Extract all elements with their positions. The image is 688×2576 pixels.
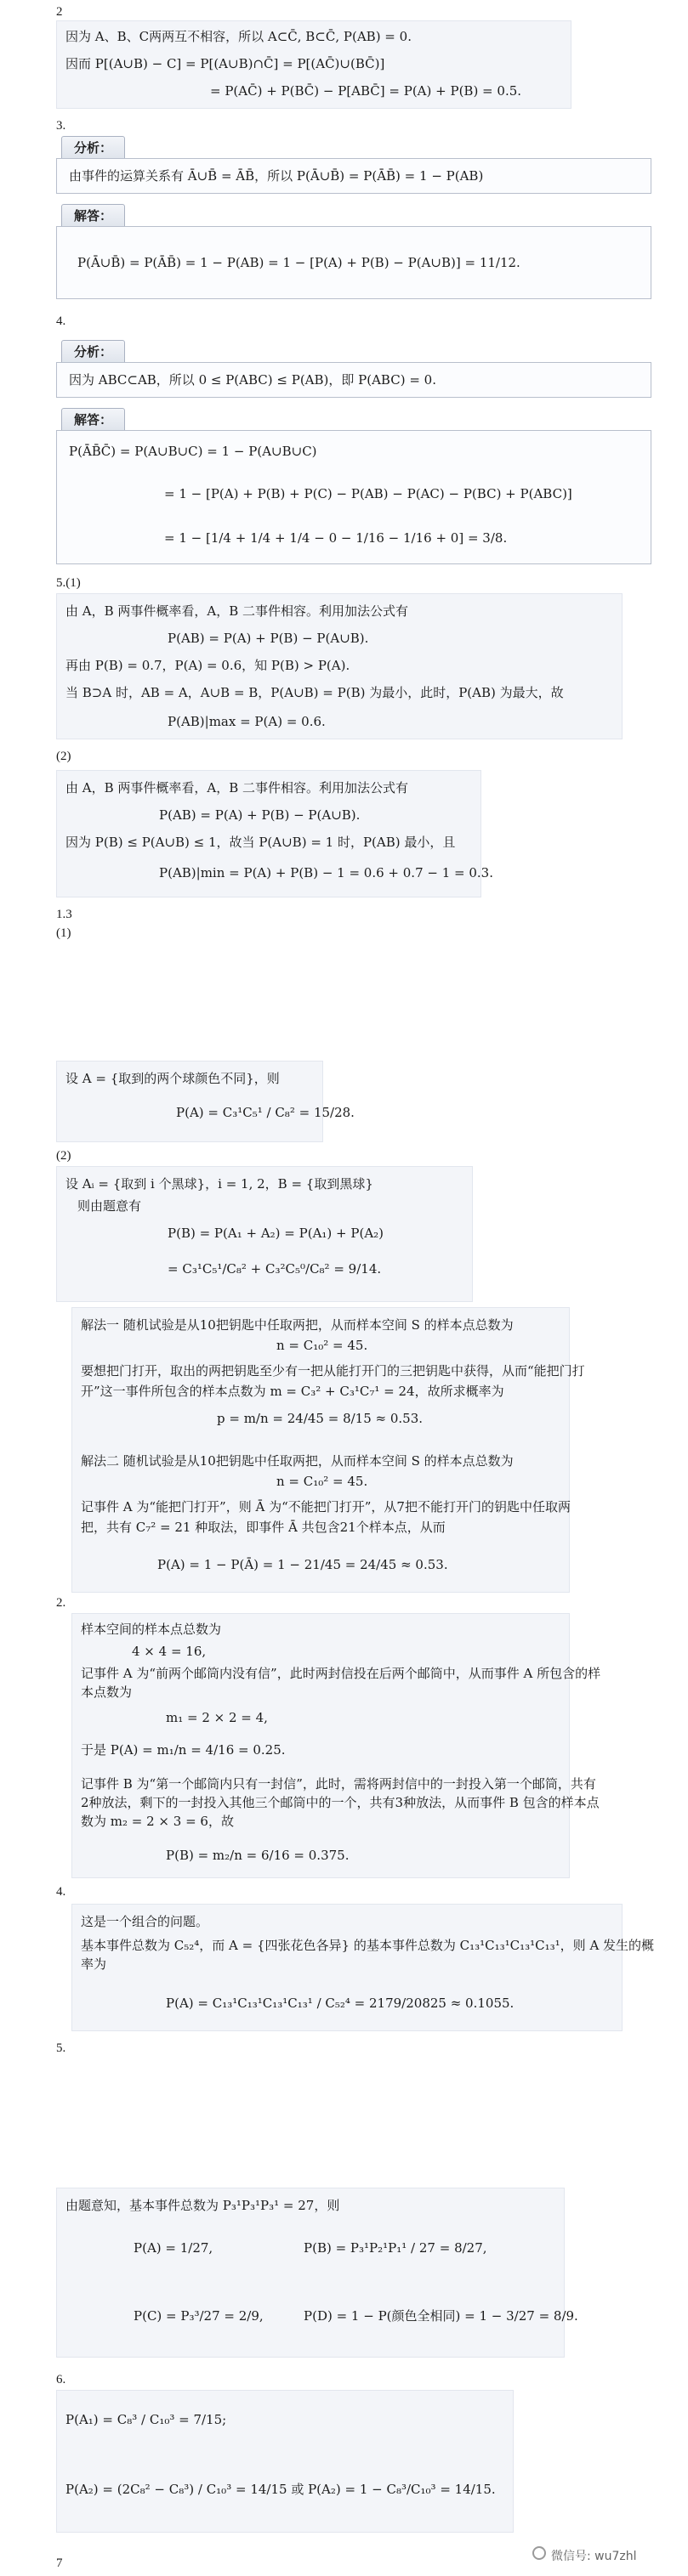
text-line: 样本空间的样本点总数为 bbox=[81, 1622, 222, 1637]
text-line: P(A) = 1/27, bbox=[134, 2240, 213, 2256]
text-line: n = C₁₀² = 45. bbox=[276, 1474, 368, 1489]
text-line: 开”这一事件所包含的样本点数为 m = C₃² + C₃¹C₇¹ = 24，故所求概率为 bbox=[81, 1384, 504, 1399]
text-line: 设 A = {取到的两个球颜色不同}，则 bbox=[65, 1071, 280, 1086]
text-line: 这是一个组合的问题。 bbox=[81, 1914, 209, 1929]
text-line: n = C₁₀² = 45. bbox=[276, 1338, 368, 1353]
item-number: 6. bbox=[56, 2373, 66, 2386]
text-line: P(B) = P(A₁ + A₂) = P(A₁) + P(A₂) bbox=[168, 1226, 384, 1241]
text-line: 因为 A、B、C两两互不相容，所以 A⊂C̄, B⊂C̄, P(AB) = 0. bbox=[65, 29, 412, 44]
sub-number: (2) bbox=[56, 750, 71, 763]
watermark: 微信号: wu7zhl bbox=[551, 2550, 637, 2563]
text-line: P(A₁) = C₈³ / C₁₀³ = 7/15; bbox=[65, 2412, 227, 2427]
text-line: P(B) = m₂/n = 6/16 = 0.375. bbox=[166, 1848, 350, 1863]
text-line: 数为 m₂ = 2 × 3 = 6，故 bbox=[81, 1814, 234, 1829]
text-line: P(ĀB̄C̄) = P(A∪B∪C) = 1 − P(A∪B∪C) bbox=[69, 444, 317, 459]
text-line: 解法二 随机试验是从10把钥匙中任取两把，从而样本空间 S 的样本点总数为 bbox=[81, 1453, 514, 1469]
item-number: 7 bbox=[56, 2556, 63, 2570]
text-line: 把，共有 C₇² = 21 种取法，即事件 Ā 共包含21个样本点，从而 bbox=[81, 1520, 446, 1535]
text-line: P(AB)|max = P(A) = 0.6. bbox=[168, 714, 326, 729]
text-line: p = m/n = 24/45 = 8/15 ≈ 0.53. bbox=[217, 1411, 424, 1426]
text-line: 基本事件总数为 C₅₂⁴，而 A = {四张花色各异} 的基本事件总数为 C₁₃¹C₁₃¹C₁₃¹C₁₃¹，则 A 发生的概 bbox=[81, 1938, 655, 1953]
item-number: 5. bbox=[56, 2041, 66, 2055]
text-line: 则由题意有 bbox=[77, 1198, 142, 1214]
text-line: = 1 − [1/4 + 1/4 + 1/4 − 0 − 1/16 − 1/16 + 0] = 3/8. bbox=[164, 530, 508, 546]
text-line: 因为 P(B) ≤ P(A∪B) ≤ 1，故当 P(A∪B) = 1 时，P(AB) 最小，且 bbox=[65, 835, 456, 850]
item-number: 5.(1) bbox=[56, 576, 81, 590]
text-line: P(B) = P₃¹P₂¹P₁¹ / 27 = 8/27, bbox=[304, 2240, 487, 2256]
sub-number: (1) bbox=[56, 926, 71, 940]
text-line: 要想把门打开，取出的两把钥匙至少有一把从能打开门的三把钥匙中获得，从而“能把门打 bbox=[81, 1363, 585, 1379]
item-number: 2 bbox=[56, 5, 63, 19]
text-line: 由 A，B 两事件概率看，A，B 二事件相容。利用加法公式有 bbox=[65, 780, 409, 795]
solution-panel bbox=[56, 430, 651, 564]
text-line: 4 × 4 = 16, bbox=[132, 1644, 207, 1659]
text-line: P(D) = 1 − P(颜色全相同) = 1 − 3/27 = 8/9. bbox=[304, 2308, 578, 2324]
text-line: P(A) = 1 − P(Ā) = 1 − 21/45 = 24/45 ≈ 0.53. bbox=[157, 1557, 448, 1572]
answer-box bbox=[71, 1613, 601, 1878]
answer-box bbox=[56, 1166, 473, 1302]
text-line: = P(AC̄) + P(BC̄) − P[ABC̄] = P(A) + P(B) = 0.5. bbox=[210, 83, 522, 99]
analysis-tab: 分析： bbox=[61, 136, 125, 160]
analysis-tab: 分析： bbox=[61, 340, 125, 364]
solution-tab: 解答： bbox=[61, 408, 125, 432]
text-line: 解法一 随机试验是从10把钥匙中任取两把，从而样本空间 S 的样本点总数为 bbox=[81, 1317, 514, 1333]
text-line: P(A) = C₁₃¹C₁₃¹C₁₃¹C₁₃¹ / C₅₂⁴ = 2179/20825 ≈ 0.1055. bbox=[166, 1996, 515, 2011]
text-line: 2种放法，剩下的一封投入其他三个邮筒中的一个，共有3种放法，从而事件 B 包含的样本点 bbox=[81, 1795, 600, 1810]
text-line: 记事件 B 为“第一个邮筒内只有一封信”，此时，需将两封信中的一封投入第一个邮筒，共有 bbox=[81, 1776, 596, 1792]
text-line: 由事件的运算关系有 Ā∪B̄ = ĀB̄，所以 P(Ā∪B̄) = P(ĀB̄) = 1 − P(AB) bbox=[69, 168, 484, 184]
text-line: 由题意知，基本事件总数为 P₃¹P₃¹P₃¹ = 27，则 bbox=[65, 2198, 340, 2213]
text-line: 当 B⊃A 时，AB = A，A∪B = B，P(A∪B) = P(B) 为最小，此时，P(AB) 为最大，故 bbox=[65, 685, 564, 700]
text-line: = C₃¹C₅¹/C₈² + C₃²C₅⁰/C₈² = 9/14. bbox=[168, 1261, 382, 1277]
answer-box bbox=[56, 1061, 355, 1142]
item-number: 1.3 bbox=[56, 908, 72, 921]
item-number: 4. bbox=[56, 314, 66, 328]
text-line: 率为 bbox=[81, 1956, 107, 1972]
analysis-panel bbox=[56, 158, 651, 194]
item-number: 4. bbox=[56, 1885, 66, 1899]
answer-box bbox=[56, 593, 623, 739]
answer-box bbox=[71, 1307, 585, 1593]
analysis-panel bbox=[56, 362, 651, 398]
wechat-icon bbox=[532, 2546, 546, 2560]
text-line: 本点数为 bbox=[81, 1684, 133, 1700]
text-line: P(C) = P₃³/27 = 2/9, bbox=[134, 2308, 264, 2324]
text-line: 因而 P[(A∪B) − C] = P[(A∪B)∩C̄] = P[(AC̄)∪(BC̄)] bbox=[65, 56, 385, 71]
item-number: 3. bbox=[56, 119, 66, 133]
text-line: 记事件 A 为“能把门打开”，则 Ā 为“不能把门打开”，从7把不能打开门的钥匙中任取两 bbox=[81, 1499, 571, 1514]
text-line: P(AB) = P(A) + P(B) − P(A∪B). bbox=[168, 631, 369, 646]
answer-box bbox=[56, 2188, 578, 2358]
text-line: 再由 P(B) = 0.7，P(A) = 0.6，知 P(B) > P(A). bbox=[65, 658, 350, 673]
text-line: P(AB) = P(A) + P(B) − P(A∪B). bbox=[159, 807, 361, 823]
answer-box bbox=[56, 770, 493, 897]
text-line: 记事件 A 为“前两个邮筒内没有信”，此时两封信投在后两个邮筒中，从而事件 A 所包含的样 bbox=[81, 1666, 601, 1681]
answer-box bbox=[56, 20, 571, 109]
text-line: 由 A，B 两事件概率看，A，B 二事件相容。利用加法公式有 bbox=[65, 603, 409, 619]
text-line: P(Ā∪B̄) = P(ĀB̄) = 1 − P(AB) = 1 − [P(A) + P(B) − P(A∪B)] = 11/12. bbox=[77, 255, 520, 270]
text-line: m₁ = 2 × 2 = 4, bbox=[166, 1710, 268, 1725]
answer-box bbox=[71, 1904, 655, 2031]
text-line: P(AB)|min = P(A) + P(B) − 1 = 0.6 + 0.7 − 1 = 0.3. bbox=[159, 865, 493, 880]
answer-box bbox=[56, 2390, 514, 2533]
text-line: 因为 ABC⊂AB，所以 0 ≤ P(ABC) ≤ P(AB)，即 P(ABC) = 0. bbox=[69, 372, 436, 388]
item-number: 2. bbox=[56, 1596, 66, 1610]
text-line: 于是 P(A) = m₁/n = 4/16 = 0.25. bbox=[81, 1742, 286, 1758]
text-line: 设 Aᵢ = {取到 i 个黑球}，i = 1, 2，B = {取到黑球} bbox=[65, 1176, 373, 1192]
sub-number: (2) bbox=[56, 1149, 71, 1163]
text-line: = 1 − [P(A) + P(B) + P(C) − P(AB) − P(AC) − P(BC) + P(ABC)] bbox=[164, 486, 572, 501]
text-line: P(A₂) = (2C₈² − C₈³) / C₁₀³ = 14/15 或 P(A₂) = 1 − C₈³/C₁₀³ = 14/15. bbox=[65, 2482, 496, 2497]
text-line: P(A) = C₃¹C₅¹ / C₈² = 15/28. bbox=[176, 1105, 355, 1120]
solution-tab: 解答： bbox=[61, 204, 125, 228]
solution-panel bbox=[56, 226, 651, 299]
